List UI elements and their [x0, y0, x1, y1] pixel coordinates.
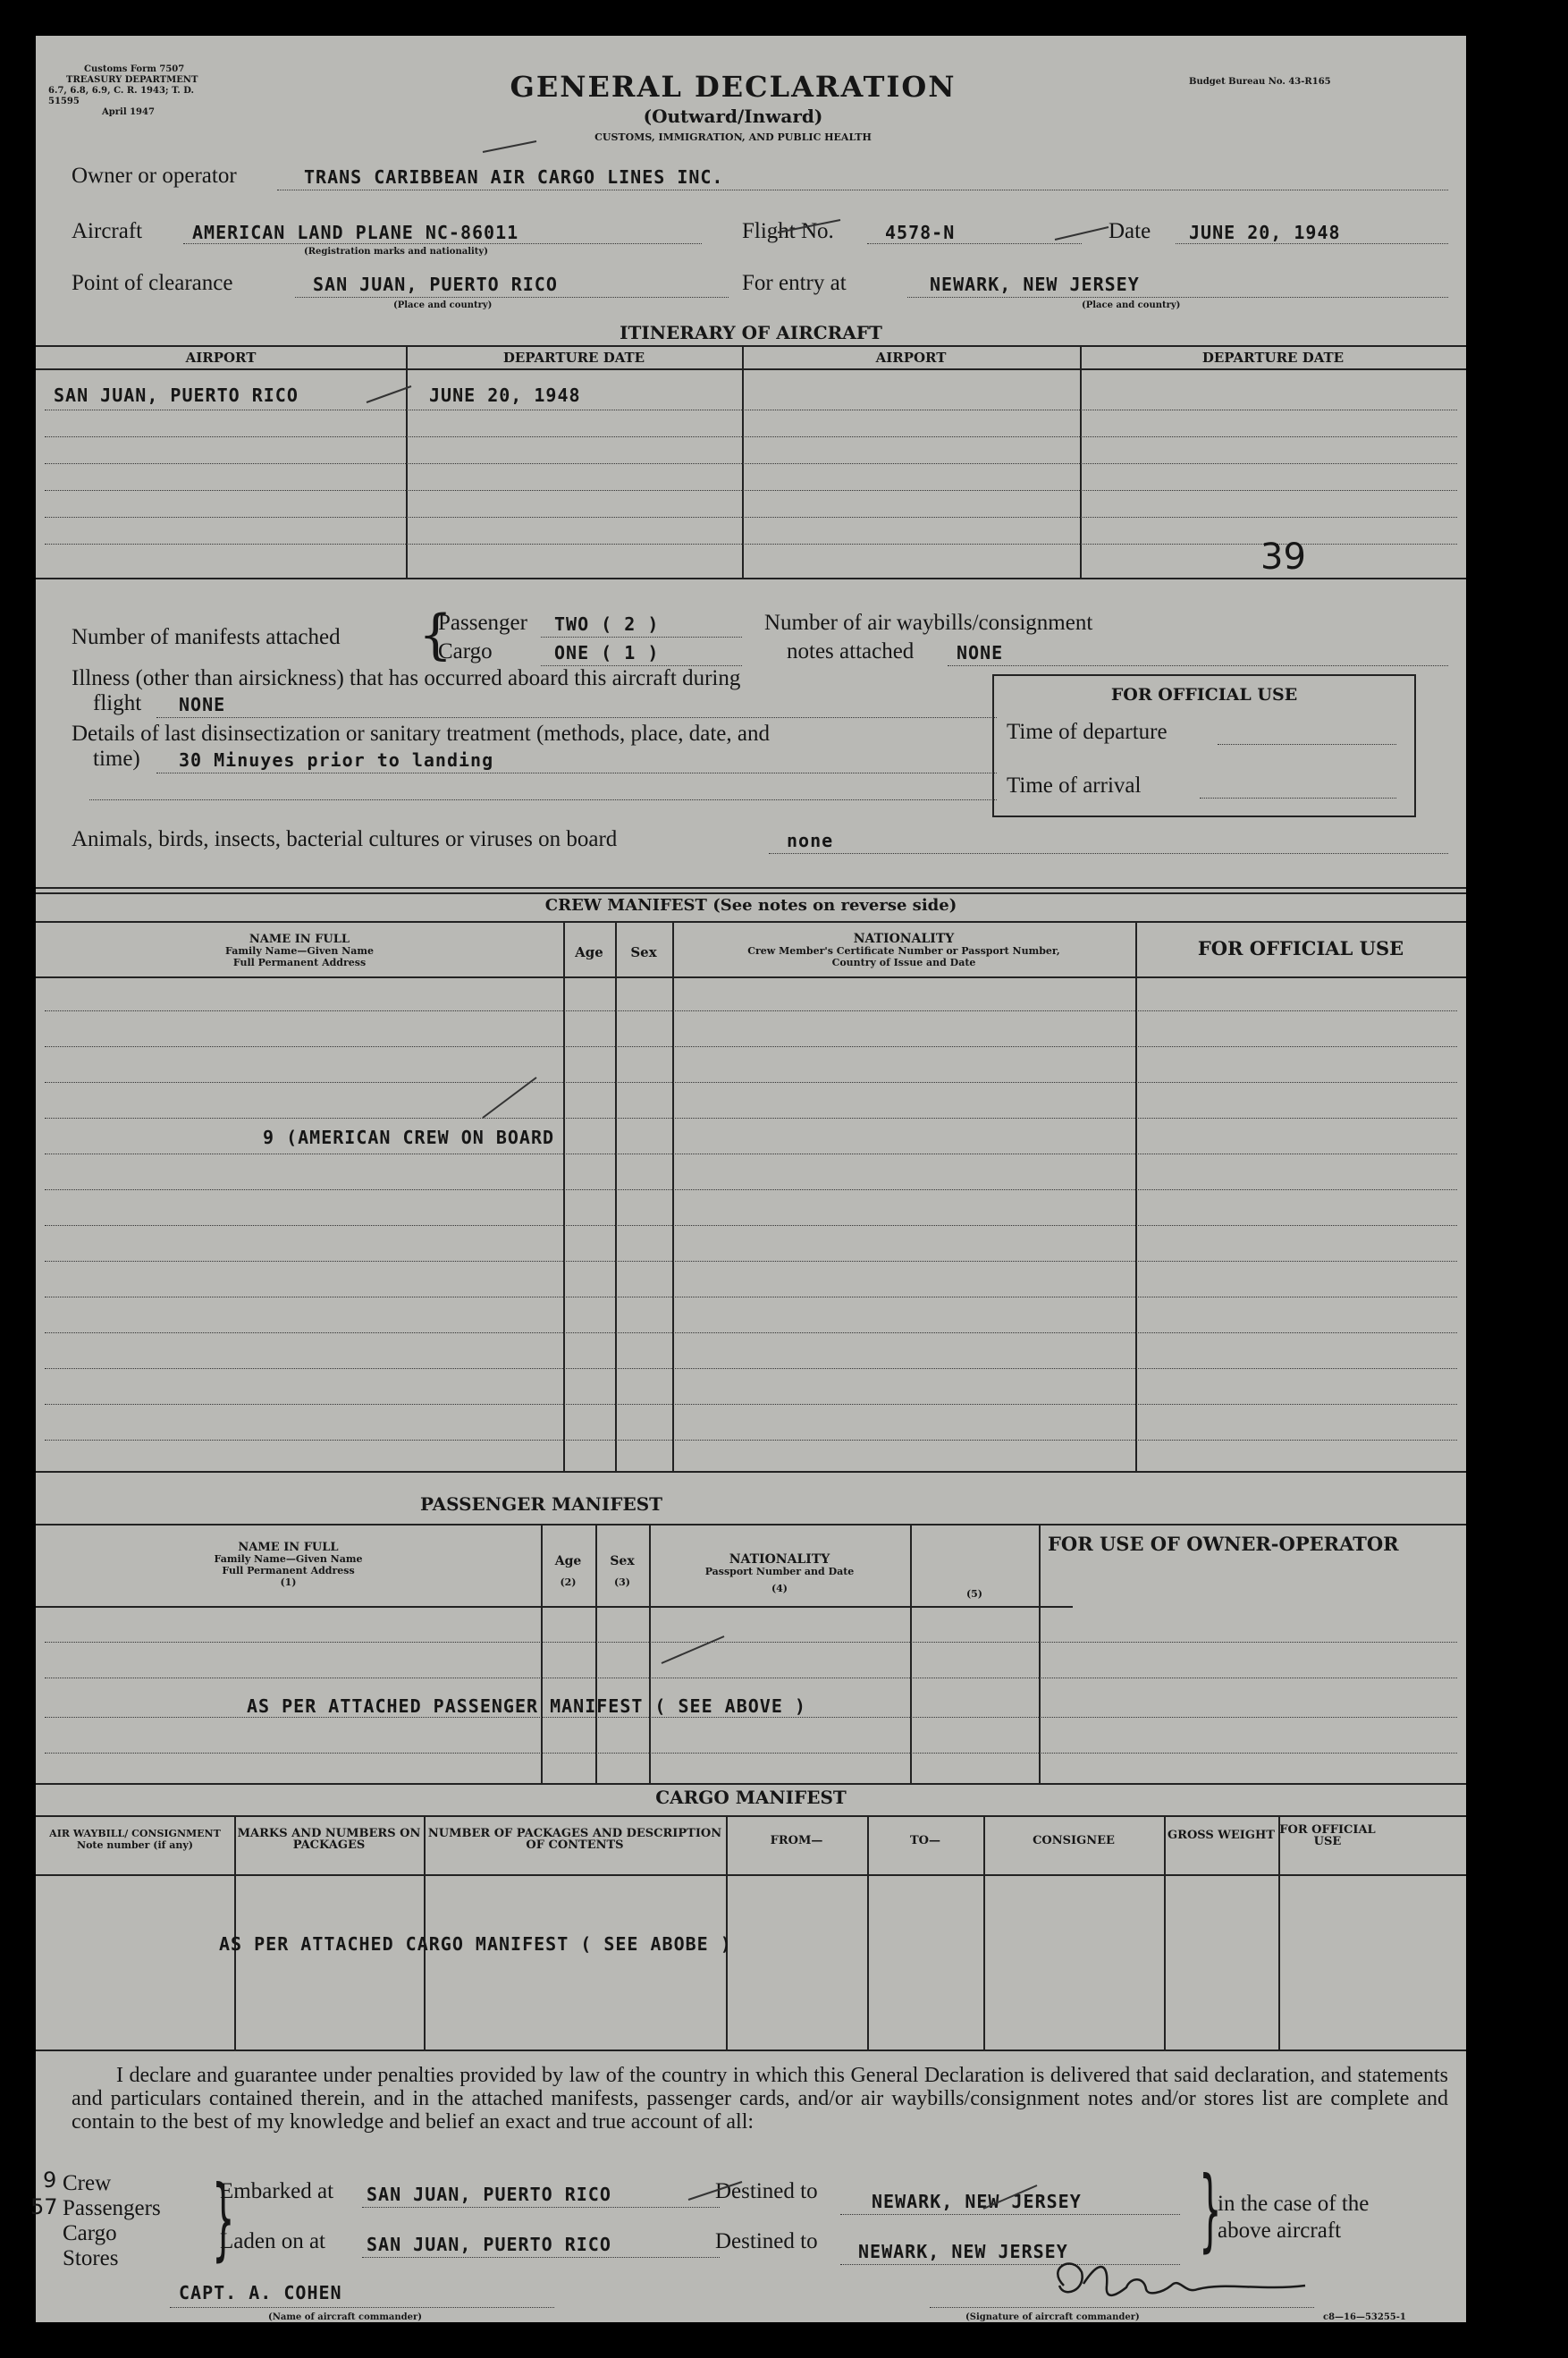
time-departure-label: Time of departure [1007, 720, 1168, 744]
manifests-label: Number of manifests attached [72, 625, 341, 649]
cargo-value: ONE ( 1 ) [554, 642, 660, 663]
waybills-label: Number of air waybills/consignment [764, 611, 1093, 635]
waybills-label-2: notes attached [787, 639, 915, 663]
department: TREASURY DEPARTMENT [66, 75, 198, 85]
laden-value: SAN JUAN, PUERTO RICO [367, 2234, 611, 2255]
crew-sex-header: Sex [630, 944, 657, 960]
waybills-value: NONE [957, 642, 1004, 663]
illness-flight-label: flight [93, 691, 142, 715]
commander-label: (Name of aircraft commander) [268, 2312, 423, 2322]
crew-nationality-header: NATIONALITY Crew Member's Certificate Number or Passport Number, Country of Issue and Date [747, 932, 1060, 968]
destined-value: NEWARK, NEW JERSEY [872, 2191, 1082, 2212]
destined-value-2: NEWARK, NEW JERSEY [858, 2241, 1068, 2262]
cargo-value: AS PER ATTACHED CARGO MANIFEST ( SEE ABOBE ) [219, 1933, 732, 1955]
handwritten-passenger-count: 57 [30, 2194, 58, 2219]
form-subtitle: (Outward/Inward) [643, 106, 823, 127]
crew-age-header: Age [575, 944, 603, 960]
itinerary-col-departure: DEPARTURE DATE [502, 350, 645, 366]
declaration-categories: Crew Passengers Cargo Stores [63, 2171, 161, 2270]
crew-value: 9 (AMERICAN CREW ON BOARD [263, 1127, 555, 1148]
declaration-form: Customs Form 7507 TREASURY DEPARTMENT 6.7, 6.8, 6.9, C. R. 1943; T. D. 51595 April 1947 Budget Bureau No. 43-R165 GENERAL DECLARATION (Outward/Inward) CUSTOMS, IMMIGRATION, AND PUBLIC HEALTH Owner or operator TRANS CARIBBEAN AIR CARGO LINES INC. Aircraft AMERICAN LAND PLANE NC-86011 (Registration marks and nationality) Flight No. 4578-N Date JUNE 20, 1948 Point of clearance SAN JUAN, PUERTO RICO (Place and country) For entry at NEWARK, NEW JERSEY (Place and country) ITINERARY OF AIRCRAFT AIRPORT DEPARTURE DATE AIRPORT DEPARTURE DATE SAN JUAN, PUERTO RICO JUNE 20, 1948 39 Number of manifests attached { Passenger TWO ( 2 ) Cargo ONE ( 1 ) Number of air waybills/consignment notes attached NONE Illness (other than airsickness) that has occurred aboard this aircraft during flight NONE Details of last disinsectization or sanitary treatment (methods, place, date, and time) 30 Minuyes prior to landing FOR OFFICIAL USE Time of departure Time of arrival Animals, birds, insects, bacterial cultures or viruses on board none CREW MANIFEST (See notes on reverse side) NAME IN FULL Family Name—Given Name Full Permanent Address Age Sex NATIONALITY Crew Member's Certificate Number or Passport Number, Country of Issue and Date FOR OFFICIAL USE 9 (AMERICAN CREW ON BOARD PASSENGER MANIFEST NAME IN FULL Family Name—Given Name Full Permanent Address (1) Age (2) Sex (3) NATIONALITY Passport Number and Date (4) (5) FOR USE OF OWNER-OPERATOR AS PER ATTACHED PASSENGER MANIFEST ( SEE ABOVE ) CARGO MANIFEST AIR WAYBILL/ CONSIGNMENT Note number (if any) MARKS AND NUMBERS ON PACKAGES NUMBER OF PACKAGES AND DESCRIPTION OF CONTENTS FROM— TO— CONSIGNEE GROSS WEIGHT FOR OFFICIAL USE AS PER ATTACHED CARGO MANIFEST ( SEE ABOBE ) I declare and guarantee under penalties provided by law of the country in which this General Declaration is delivered that said declaration, and statements and particulars contained therein, and in the attached manifests, passenger cards, and/or air waybills/consignment notes and/or stores list are complete and contain to the best of my knowledge and belief an exact and true account of all: 9 57 Crew Passengers Cargo Stores } Embarked at SAN JUAN, PUERTO RICO Destined to NEWARK, NEW JERSEY Laden on at SAN JUAN, PUERTO RICO Destined to NEWARK, NEW JERSEY } in the case of the above aircraft CAPT. A. COHEN (Name of aircraft commander) (Signature of aircraft commander) c8—16—53255-1 [36, 36, 1466, 2322]
signature-label: (Signature of aircraft commander) [965, 2312, 1140, 2322]
disinsect-time-label: time) [93, 747, 140, 771]
laden-label: Laden on at [220, 2229, 326, 2253]
cargo-title: CARGO MANIFEST [655, 1787, 847, 1808]
clearance-note: (Place and country) [393, 300, 493, 310]
form-number: Customs Form 7507 [84, 64, 185, 74]
passenger-sex-header: Sex (3) [610, 1554, 635, 1588]
cargo-official-header: FOR OFFICIAL USE [1279, 1823, 1376, 1848]
cargo-marks-header: MARKS AND NUMBERS ON PACKAGES [237, 1827, 421, 1852]
passenger-value: TWO ( 2 ) [554, 613, 660, 635]
time-arrival-label: Time of arrival [1007, 773, 1142, 798]
disinsect-label: Details of last disinsectization or sanitary treatment (methods, place, date, and [72, 722, 770, 746]
destination-brace: } [1199, 2157, 1222, 2261]
itinerary-col-departure-2: DEPARTURE DATE [1201, 350, 1345, 366]
cargo-from-header: FROM— [770, 1834, 823, 1847]
budget-bureau: Budget Bureau No. 43-R165 [1189, 77, 1331, 87]
itinerary-col-airport: AIRPORT [185, 350, 257, 366]
handwritten-number: 39 [1260, 537, 1306, 578]
crew-official-header: FOR OFFICIAL USE [1197, 937, 1404, 959]
clearance-value: SAN JUAN, PUERTO RICO [313, 274, 558, 295]
embarked-label: Embarked at [220, 2179, 334, 2203]
crew-name-header: NAME IN FULL Family Name—Given Name Full Permanent Address [225, 933, 374, 968]
aircraft-label: Aircraft [72, 219, 143, 243]
disinsect-value: 30 Minuyes prior to landing [179, 749, 494, 771]
flight-value: 4578-N [885, 222, 956, 243]
passenger-nationality-header: NATIONALITY Passport Number and Date (4) [704, 1552, 855, 1594]
illness-label: Illness (other than airsickness) that has occurred aboard this aircraft during [72, 666, 741, 690]
cargo-waybill-header: AIR WAYBILL/ CONSIGNMENT Note number (if any) [49, 1828, 221, 1851]
form-subtitle-2: CUSTOMS, IMMIGRATION, AND PUBLIC HEALTH [594, 131, 872, 143]
itinerary-departure-value: JUNE 20, 1948 [429, 385, 581, 406]
crew-title: CREW MANIFEST (See notes on reverse side) [544, 896, 957, 915]
cargo-to-header: TO— [910, 1834, 940, 1847]
cargo-packages-header: NUMBER OF PACKAGES AND DESCRIPTION OF CONTENTS [427, 1827, 722, 1852]
aircraft-value: AMERICAN LAND PLANE NC-86011 [192, 222, 519, 243]
destined-label: Destined to [715, 2179, 818, 2203]
date-value: JUNE 20, 1948 [1189, 222, 1341, 243]
print-code: c8—16—53255-1 [1323, 2312, 1406, 2322]
categories-brace: } [212, 2166, 235, 2270]
case-text: in the case of the above aircraft [1218, 2192, 1370, 2243]
embarked-value: SAN JUAN, PUERTO RICO [367, 2184, 611, 2205]
official-use-title: FOR OFFICIAL USE [1110, 685, 1298, 705]
entry-label: For entry at [742, 271, 847, 295]
entry-value: NEWARK, NEW JERSEY [930, 274, 1140, 295]
form-title: GENERAL DECLARATION [510, 70, 957, 104]
owner-label: Owner or operator [72, 164, 237, 188]
passenger-value: AS PER ATTACHED PASSENGER MANIFEST ( SEE ABOVE ) [247, 1695, 806, 1717]
aircraft-note: (Registration marks and nationality) [304, 247, 488, 257]
clearance-label: Point of clearance [72, 271, 233, 295]
cargo-label: Cargo [438, 639, 493, 663]
form-header-block [48, 64, 227, 118]
owner-value: TRANS CARIBBEAN AIR CARGO LINES INC. [304, 166, 724, 188]
official-use-box [992, 674, 1416, 817]
commander-name: CAPT. A. COHEN [179, 2282, 342, 2303]
regulation-refs: 6.7, 6.8, 6.9, C. R. 1943; T. D. 51595 [48, 86, 195, 106]
handwritten-crew-count: 9 [43, 2168, 57, 2193]
pencil-marks [36, 36, 1466, 2322]
animals-value: none [787, 830, 834, 851]
passenger-age-header: Age (2) [554, 1554, 582, 1588]
passenger-col5-header: (5) [965, 1588, 983, 1600]
flight-label: Flight No. [742, 219, 834, 243]
declaration-text: I declare and guarantee under penalties provided by law of the country in which this General Declaration is delivered that said declaration, and statements and particulars contained therein, and in the attached manifests, passenger cards, and/or air waybills/consignment notes and/or stores list are complete and contain to the best of my knowledge and belief an exact and true account of all: [72, 2064, 1448, 2134]
cargo-weight-header: GROSS WEIGHT [1168, 1829, 1275, 1842]
entry-note: (Place and country) [1082, 300, 1181, 310]
itinerary-col-airport-2: AIRPORT [875, 350, 947, 366]
cargo-consignee-header: CONSIGNEE [1033, 1834, 1115, 1847]
manifests-brace: { [418, 604, 453, 666]
date-label: Date [1109, 219, 1151, 243]
form-date: April 1947 [102, 107, 155, 117]
passenger-name-header: NAME IN FULL Family Name—Given Name Full Permanent Address (1) [214, 1541, 363, 1588]
commander-signature [1028, 2250, 1323, 2312]
animals-label: Animals, birds, insects, bacterial cultures or viruses on board [72, 827, 618, 851]
itinerary-airport-value: SAN JUAN, PUERTO RICO [54, 385, 299, 406]
passenger-label: Passenger [438, 611, 527, 635]
passenger-owner-header: FOR USE OF OWNER-OPERATOR [1048, 1533, 1399, 1555]
destined-label-2: Destined to [715, 2229, 818, 2253]
illness-value: NONE [179, 694, 226, 715]
